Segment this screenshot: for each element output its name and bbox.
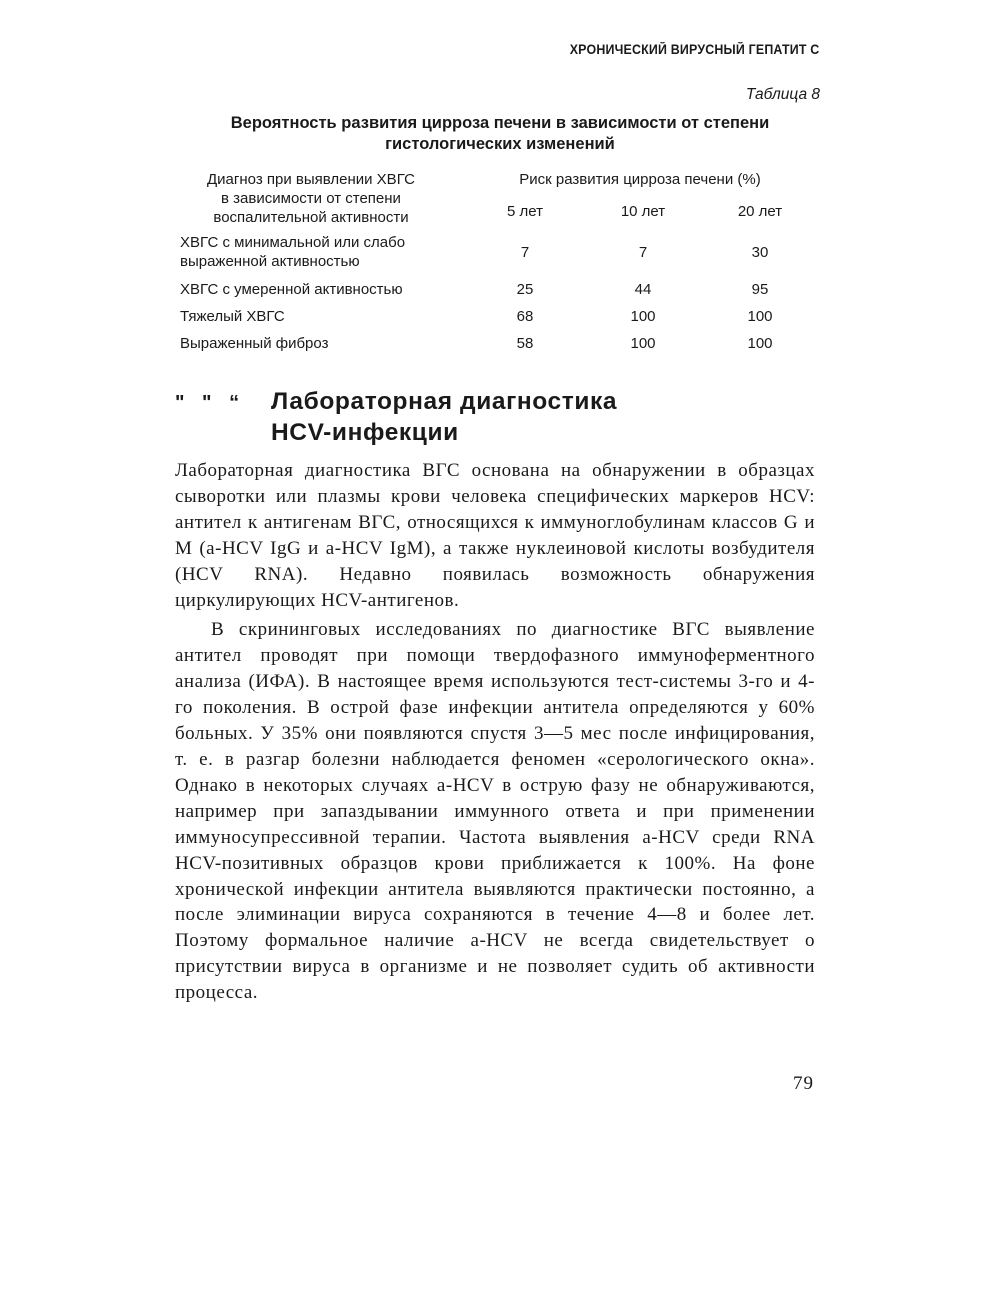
table-row-label: ХВГС с умеренной активностью [180, 281, 403, 298]
column-header-20-years: 20 лет [737, 203, 783, 220]
column-header-5-years: 5 лет [507, 203, 543, 220]
section-marker: " " “ [175, 392, 246, 414]
section-title [271, 386, 617, 448]
table-cell: 95 [751, 281, 769, 298]
table-row-label: Выраженный фиброз [180, 335, 329, 352]
row-label-line-1: ХВГС с минимальной или слабо [180, 234, 406, 251]
page-number: 79 [793, 1073, 814, 1094]
table-title-line-1: Вероятность развития цирроза печени в зависимости от степени [230, 114, 770, 132]
header-diagnosis-line-2: в зависимости от степени [221, 190, 401, 207]
row-label-line-2: выраженной активностью [180, 253, 360, 270]
table-cell: 7 [520, 244, 530, 261]
table-number: Таблица 8 [745, 86, 820, 103]
body-text [175, 458, 815, 1006]
section-title-line-2: HCV-инфекции [271, 419, 459, 446]
header-diagnosis-line-1: Диагноз при выявлении ХВГС [207, 171, 415, 188]
table-row-label: Тяжелый ХВГС [180, 308, 285, 325]
header-diagnosis-line-3: воспалительной активности [213, 209, 409, 226]
table-cell: 100 [747, 308, 773, 325]
column-header-10-years: 10 лет [620, 203, 666, 220]
table-cell: 100 [630, 335, 656, 352]
section-title-line-1: Лабораторная диагностика [271, 388, 618, 415]
table-row-label [180, 233, 470, 271]
table-cell: 58 [516, 335, 534, 352]
table-cell: 68 [516, 308, 534, 325]
table-cell: 44 [634, 281, 652, 298]
table-cell: 30 [751, 244, 769, 261]
table-title-line-2: гистологических изменений [385, 135, 615, 153]
table-cell: 100 [747, 335, 773, 352]
header-risk: Риск развития цирроза печени (%) [519, 171, 761, 188]
table-cell: 7 [638, 244, 648, 261]
table-cell: 25 [516, 281, 534, 298]
header-diagnosis [175, 170, 447, 227]
paragraph-1: Лабораторная диагностика ВГС основана на обнаружении в образцах сыворотки или плазмы крови человека специфических маркеров HCV: антител к антигенам ВГС, относящихся к иммуноглобулинам классов G и M (a-HCV IgG и a-HCV IgM), а также нуклеиновой кислоты возбудителя (HCV RNA). Недавно появилась возможность обнаружения циркулирующих HCV-антигенов. [175, 460, 815, 611]
running-head: ХРОНИЧЕСКИЙ ВИРУСНЫЙ ГЕПАТИТ С [569, 42, 819, 57]
table-title [175, 113, 825, 155]
paragraph-2: В скрининговых исследованиях по диагностике ВГС выявление антител проводят при помощи твердофазного иммуноферментного анализа (ИФА). В настоящее время используются тест-системы 3-го и 4-го поколения. В острой фазе инфекции антитела определяются у 60% больных. У 35% они появляются спустя 3—5 мес после инфицирования, т. е. в разгар болезни наблюдается феномен «серологического окна». Однако в некоторых случаях a-HCV в острую фазу не обнаруживаются, например при запаздывании иммунного ответа и при применении иммуносупрессивной терапии. Частота выявления a-HCV среди RNA HCV-позитивных образцов крови приближается к 100%. На фоне хронической инфекции антитела выявляются практически постоянно, а после элиминации вируса сохраняются в течение 4—8 и более лет. Поэтому формальное наличие a-HCV не всегда свидетельствует о присутствии вируса в организме и не позволяет судить об активности процесса. [175, 619, 815, 1004]
table-cell: 100 [630, 308, 656, 325]
